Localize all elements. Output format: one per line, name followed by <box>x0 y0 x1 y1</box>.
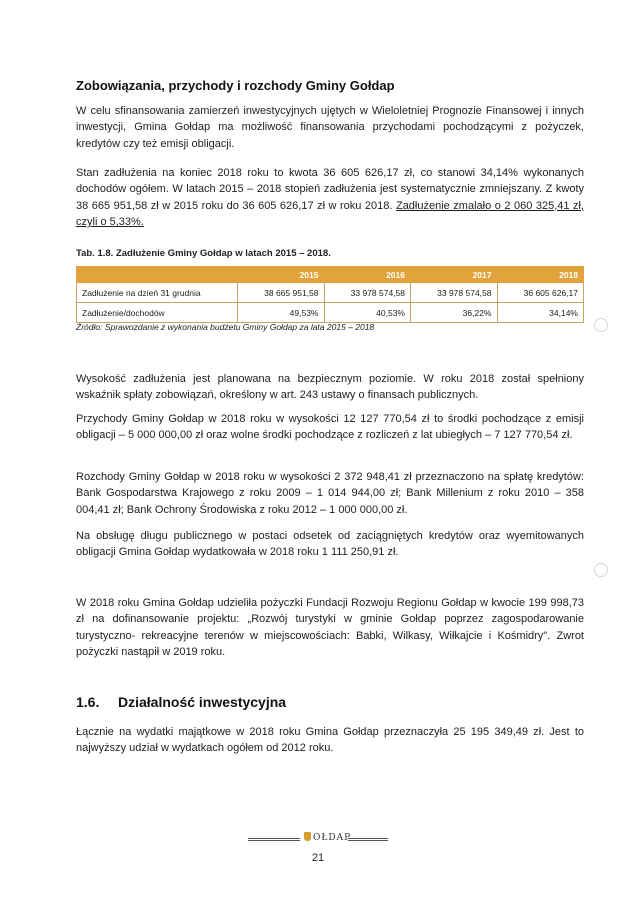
footer-brand <box>304 832 351 843</box>
paragraph-expenses: Rozchody Gminy Gołdap w 2018 roku w wysokości 2 372 948,41 zł przeznaczono na spłatę kredytów: Bank Gospodarstwa Krajowego z roku 2009 – 1 014 944,00 zł; Bank Millenium z roku 2010 – 358 004,41 zł; Bank Ochrony Środowiska z roku 2012 – 1 000 000,00 zł. <box>76 471 584 516</box>
table-cell: 33 978 574,58 <box>411 283 498 303</box>
table-row <box>77 283 584 303</box>
footer-brand-text: OŁDAP <box>313 833 352 843</box>
paragraph-debt-service: Na obsługę długu publicznego w postaci odsetek od zaciągniętych kredytów oraz wyemitowanych obligacji Gmina Gołdap wydatkowała w 2018 roku 1 111 250,91 zł. <box>76 530 584 559</box>
section-heading: Zobowiązania, przychody i rozchody Gminy Gołdap <box>76 78 395 93</box>
table-cell: 49,53% <box>238 303 325 323</box>
table-header-year: 2017 <box>411 267 498 283</box>
table-cell: 40,53% <box>324 303 411 323</box>
table-header-year: 2018 <box>497 267 584 283</box>
paragraph-loan: W 2018 roku Gmina Gołdap udzieliła pożyczki Fundacji Rozwoju Regionu Gołdap w kwocie 199 998,73 zł na dofinansowanie projektu: „Rozwój turystyki w gminie Gołdap poprzez zagospodarowanie turystyczno- rekreacyjne terenów w miejscowościach: Babki, Wilkasy, Wiłkajcie i Kośmidry". Zwrot pożyczki nastąpił w 2019 roku. <box>76 597 584 659</box>
paragraph-debt-level: Wysokość zadłużenia jest planowana na bezpiecznym poziomie. W roku 2018 został spełniony wskaźnik spłaty zobowiązań, określony w art. 243 ustawy o finansach publicznych. <box>76 373 584 402</box>
table-header-blank <box>77 267 238 283</box>
punch-hole-mark <box>594 563 608 577</box>
debt-state-text: Stan zadłużenia na koniec 2018 roku to kwota 36 605 626,17 zł, co stanowi 34,14% wykonanych dochodów ogółem. W latach 2015 – 2018 stopień zadłużenia jest systematycznie zmniejszany. Z kwoty 38 665 951,58 zł w 2015 roku do 36 605 626,17 zł w roku 2018. <box>76 167 584 212</box>
table-cell: 38 665 951,58 <box>238 283 325 303</box>
paragraph-debt-state <box>76 165 584 231</box>
table-cell: 33 978 574,58 <box>324 283 411 303</box>
punch-hole-mark <box>594 318 608 332</box>
footer-logo <box>248 832 388 846</box>
debt-decrease-note: Zadłużenie zmalało o 2 060 325,41 zł, czyli o 5,33%. <box>76 199 584 229</box>
crest-icon <box>304 832 311 841</box>
table-caption: Tab. 1.8. Zadłużenie Gminy Gołdap w latach 2015 – 2018. <box>76 248 331 259</box>
debt-table <box>76 266 584 323</box>
row-label: Zadłużenie/dochodów <box>77 303 238 323</box>
table-cell: 34,14% <box>497 303 584 323</box>
row-label: Zadłużenie na dzień 31 grudnia <box>77 283 238 303</box>
table-row <box>77 303 584 323</box>
chapter-heading <box>76 694 286 710</box>
page-number: 21 <box>311 852 325 864</box>
footer-rule-right <box>348 838 388 841</box>
chapter-number: 1.6. <box>76 694 100 710</box>
table-header-year: 2016 <box>324 267 411 283</box>
footer-rule-left <box>248 838 300 841</box>
paragraph-capital-expenses: Łącznie na wydatki majątkowe w 2018 roku Gmina Gołdap przeznaczyła 25 195 349,49 zł. Jest to najwyższy udział w wydatkach ogółem od 2012 roku. <box>76 726 584 755</box>
chapter-title: Działalność inwestycyjna <box>118 694 287 710</box>
table-header-year: 2015 <box>238 267 325 283</box>
table-cell: 36 605 626,17 <box>497 283 584 303</box>
table-header-row <box>77 267 584 283</box>
table-cell: 36,22% <box>411 303 498 323</box>
table-source-note: Źródło: Sprawozdanie z wykonania budżetu Gminy Gołdap za lata 2015 – 2018 <box>76 322 375 332</box>
paragraph-financing: W celu sfinansowania zamierzeń inwestycyjnych ujętych w Wieloletniej Prognozie Finansowej i innych inwestycji, Gmina Gołdap ma możliwość finansowania przychodami pochodzącymi z pożyczek, kredytów czy też emisji obligacji. <box>76 105 584 150</box>
paragraph-revenue: Przychody Gminy Gołdap w 2018 roku w wysokości 12 127 770,54 zł to środki pochodzące z emisji obligacji – 5 000 000,00 zł oraz wolne środki pochodzące z rozliczeń z lat ubiegłych – 7 127 770,54 zł. <box>76 413 584 442</box>
